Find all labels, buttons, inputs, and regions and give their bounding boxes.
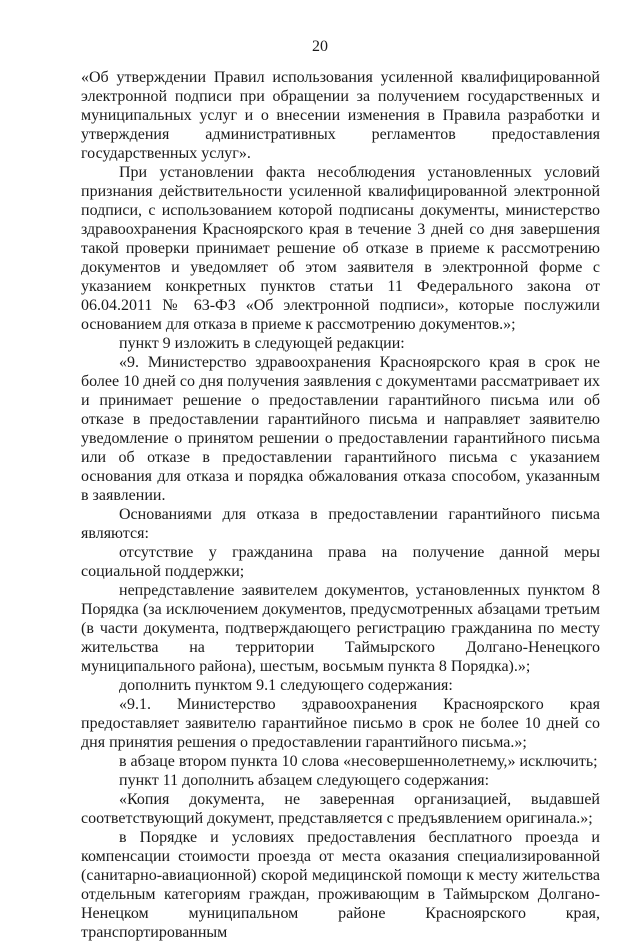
paragraph: «Копия документа, не заверенная организацией, выдавшей соответствующий документ, представляется с предъявлением оригинала.»; (81, 791, 600, 827)
paragraph: «9.1. Министерство здравоохранения Красноярского края предоставляет заявителю гарантийное письмо в срок не более 10 дней со дня принятия решения о предоставлении гарантийного письма.»; (81, 696, 600, 751)
paragraph: При установлении факта несоблюдения установленных условий признания действительности усиленной квалифицированной электронной подписи, с использованием которой подписаны документы, министерство здравоохранения Красноярского края в течение 3 дней со дня завершения такой проверки принимает решение об отказе в приеме к рассмотрению документов и уведомляет об этом заявителя в электронной форме с указанием конкретных пунктов статьи 11 Федерального закона от 06.04.2011 № 63-ФЗ «Об электронной подписи», которые послужили основанием для отказа в приеме к рассмотрению документов.»; (81, 164, 600, 333)
document-body (81, 68, 600, 942)
paragraph: «9. Министерство здравоохранения Красноярского края в срок не более 10 дней со дня получения заявления с документами рассматривает их и принимает решение о предоставлении гарантийного письма или об отказе в предоставлении гарантийного письма и направляет заявителю уведомление о принятом решении о предоставлении гарантийного письма или об отказе в предоставлении гарантийного письма с указанием основания для отказа и порядка обжалования отказа способом, указанным в заявлении. (81, 354, 600, 504)
paragraph: «Об утверждении Правил использования усиленной квалифицированной электронной подписи при обращении за получением государственных и муниципальных услуг и о внесении изменения в Правила разработки и утверждения административных регламентов предоставления государственных услуг». (81, 69, 600, 162)
paragraph: непредставление заявителем документов, установленных пунктом 8 Порядка (за исключением документов, предусмотренных абзацами третьим (в части документа, подтверждающего регистрацию гражданина по месту жительства на территории Таймырского Долгано-Ненецкого муниципального района), шестым, восьмым пункта 8 Порядка).»; (81, 582, 600, 675)
paragraph: пункт 11 дополнить абзацем следующего содержания: (119, 772, 490, 789)
page-number: 20 (312, 38, 328, 55)
paragraph: в Порядке и условиях предоставления бесплатного проезда и компенсации стоимости проезда от места оказания специализированной (санитарно-авиационной) скорой медицинской помощи к месту жительства отдельным категориям граждан, проживающим в Таймырском Долгано-Ненецком муниципальном районе Красноярского края, транспортированным (81, 829, 600, 941)
paragraph: дополнить пунктом 9.1 следующего содержания: (119, 677, 453, 694)
paragraph: Основаниями для отказа в предоставлении гарантийного письма являются: (81, 506, 600, 542)
paragraph: в абзаце втором пункта 10 слова «несовершеннолетнему,» исключить; (119, 753, 598, 770)
paragraph: пункт 9 изложить в следующей редакции: (119, 335, 405, 352)
paragraph: отсутствие у гражданина права на получение данной меры социальной поддержки; (81, 544, 600, 580)
